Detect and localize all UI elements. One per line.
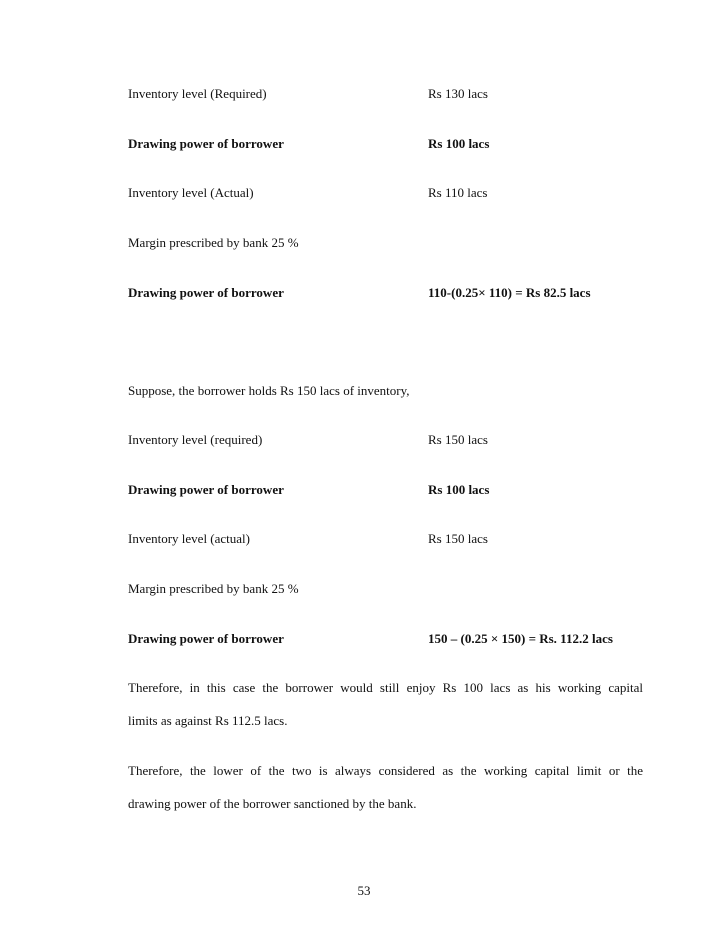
ex1-row-margin [128, 234, 648, 252]
ex1-drawing-power-value: Rs 100 lacs [428, 136, 490, 151]
ex2-row-margin [128, 580, 648, 598]
conclusion-paragraph-1 [128, 679, 643, 730]
ex2-inventory-actual-value: Rs 150 lacs [428, 531, 488, 546]
ex2-row-inventory-actual [128, 530, 648, 548]
example2-intro [128, 382, 648, 400]
ex1-row-inventory-actual [128, 184, 648, 202]
ex1-row-inventory-required [128, 85, 648, 103]
ex2-drawing-power-calc-label: Drawing power of borrower [128, 631, 284, 646]
ex2-row-inventory-required [128, 431, 648, 449]
ex1-inventory-actual-label: Inventory level (Actual) [128, 185, 254, 200]
page-number: 53 [357, 883, 371, 898]
example2-intro-text: Suppose, the borrower holds Rs 150 lacs of inventory, [128, 383, 410, 398]
ex2-row-drawing-power [128, 481, 648, 499]
ex2-drawing-power-calc-value: 150 – (0.25 × 150) = Rs. 112.2 lacs [428, 631, 613, 646]
ex1-margin-label: Margin prescribed by bank 25 % [128, 235, 299, 250]
ex2-row-drawing-power-calc [128, 630, 648, 648]
conclusion-paragraph-2 [128, 762, 643, 813]
conclusion-paragraph-1-line-2: limits as against Rs 112.5 lacs. [128, 713, 288, 728]
ex2-drawing-power-label: Drawing power of borrower [128, 482, 284, 497]
ex1-drawing-power-calc-label: Drawing power of borrower [128, 285, 284, 300]
ex1-inventory-required-label: Inventory level (Required) [128, 86, 267, 101]
ex2-drawing-power-value: Rs 100 lacs [428, 482, 490, 497]
ex2-inventory-required-value: Rs 150 lacs [428, 432, 488, 447]
ex2-inventory-actual-label: Inventory level (actual) [128, 531, 250, 546]
conclusion-paragraph-2-line-2: drawing power of the borrower sanctioned by the bank. [128, 796, 417, 811]
ex1-row-drawing-power-calc [128, 284, 648, 302]
ex1-row-drawing-power [128, 135, 648, 153]
conclusion-paragraph-2-line-1: Therefore, the lower of the two is always considered as the working capital limit or the [128, 763, 643, 778]
ex1-drawing-power-calc-value: 110-(0.25× 110) = Rs 82.5 lacs [428, 285, 591, 300]
ex2-margin-label: Margin prescribed by bank 25 % [128, 581, 299, 596]
ex1-inventory-actual-value: Rs 110 lacs [428, 185, 488, 200]
conclusion-paragraph-1-line-1: Therefore, in this case the borrower would still enjoy Rs 100 lacs as his working capital [128, 680, 643, 695]
ex1-inventory-required-value: Rs 130 lacs [428, 86, 488, 101]
ex1-drawing-power-label: Drawing power of borrower [128, 136, 284, 151]
ex2-inventory-required-label: Inventory level (required) [128, 432, 263, 447]
